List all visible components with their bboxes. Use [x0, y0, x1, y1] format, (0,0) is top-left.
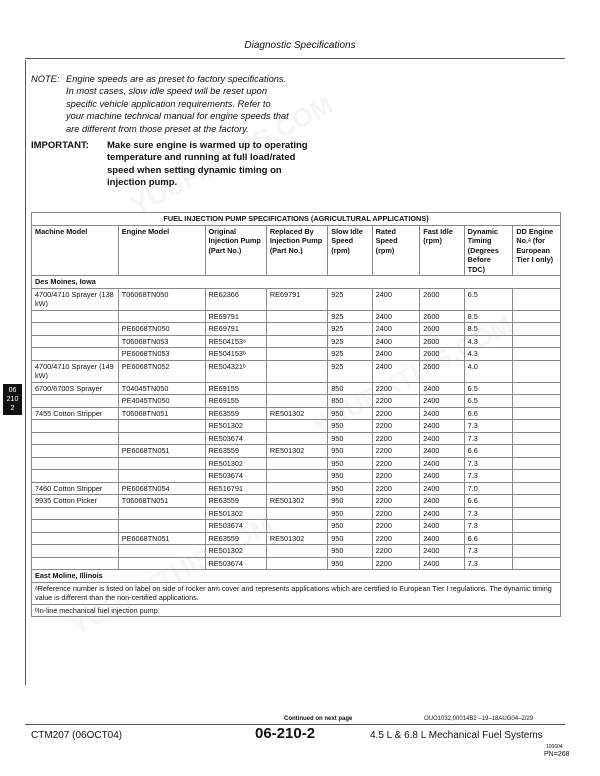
table-cell: 950 [328, 407, 372, 420]
table-cell: 4.3 [464, 348, 513, 361]
table-cell [32, 470, 119, 483]
table-cell: 2400 [420, 532, 464, 545]
table-row [32, 545, 561, 558]
table-cell: 2600 [420, 335, 464, 348]
table-cell: T06068TN051 [118, 495, 205, 508]
table-cell: 925 [328, 348, 372, 361]
table-cell: 950 [328, 420, 372, 433]
table-cell: 950 [328, 545, 372, 558]
table-cell: 6.5 [464, 395, 513, 408]
table-cell [513, 495, 561, 508]
table-cell: 6.5 [464, 382, 513, 395]
table-row [32, 382, 561, 395]
table-cell: 8.5 [464, 323, 513, 336]
table-cell: 4.3 [464, 335, 513, 348]
table-cell: 950 [328, 495, 372, 508]
table-row [32, 420, 561, 433]
table-cell [32, 310, 119, 323]
table-cell [266, 395, 327, 408]
table-row [32, 395, 561, 408]
table-cell [266, 432, 327, 445]
table-cell [32, 395, 119, 408]
table-cell [32, 323, 119, 336]
table-cell: PE4045TN050 [118, 395, 205, 408]
table-cell: 2400 [420, 482, 464, 495]
table-cell: RE63559 [205, 532, 266, 545]
table-cell: RE516791 [205, 482, 266, 495]
table-cell: 2400 [420, 457, 464, 470]
table-cell: 2200 [372, 382, 420, 395]
table-cell: 6.6 [464, 532, 513, 545]
table-cell: 950 [328, 457, 372, 470]
table-cell: RE69155 [205, 395, 266, 408]
table-cell: 2400 [420, 382, 464, 395]
table-cell: 950 [328, 520, 372, 533]
table-cell [266, 360, 327, 382]
date-code: 100604 [546, 744, 563, 750]
table-cell: 7.3 [464, 470, 513, 483]
table-cell: 6.6 [464, 495, 513, 508]
table-cell: 2400 [420, 445, 464, 458]
table-row [32, 360, 561, 382]
table-cell: T04045TN050 [118, 382, 205, 395]
section-heading: East Moline, Illinois [32, 570, 561, 583]
table-cell [266, 335, 327, 348]
column-header: Dynamic Timing (Degrees Before TDC) [464, 225, 513, 276]
table-cell: RE503674 [205, 520, 266, 533]
table-cell [513, 545, 561, 558]
table-cell: 2400 [372, 310, 420, 323]
table-cell: 2400 [420, 507, 464, 520]
table-cell: RE501302 [266, 532, 327, 545]
table-cell: RE501302 [205, 545, 266, 558]
table-cell: 6.5 [464, 288, 513, 310]
fuel-injection-pump-spec-table [31, 212, 561, 617]
footnote-a: ᵃReference number is listed on label on side of rocker arm cover and represents applications which are certified to European Tier I regulations. The dynamic timing value is different than the non-certified applications. [32, 582, 561, 604]
column-header: Rated Speed (rpm) [372, 225, 420, 276]
table-cell: RE501302 [266, 495, 327, 508]
table-cell [266, 507, 327, 520]
table-cell [32, 532, 119, 545]
table-cell: 2200 [372, 557, 420, 570]
table-cell: 2400 [420, 545, 464, 558]
table-cell: 2400 [372, 348, 420, 361]
table-row [32, 288, 561, 310]
table-cell: 7.3 [464, 520, 513, 533]
table-cell: 925 [328, 288, 372, 310]
table-cell: 2600 [420, 323, 464, 336]
table-cell [513, 407, 561, 420]
table-cell [32, 445, 119, 458]
side-tab-line: 210 [6, 396, 19, 403]
table-cell: 7.3 [464, 432, 513, 445]
table-cell: RE504153ᵃ [205, 335, 266, 348]
table-header-row [32, 225, 561, 276]
table-cell: 950 [328, 470, 372, 483]
table-cell [513, 520, 561, 533]
table-cell: 7.0 [464, 482, 513, 495]
table-cell [513, 507, 561, 520]
table-cell: 2400 [420, 420, 464, 433]
table-cell: PE6068TN054 [118, 482, 205, 495]
table-row [32, 323, 561, 336]
table-cell: 925 [328, 310, 372, 323]
table-cell [266, 348, 327, 361]
table-cell: 7.3 [464, 557, 513, 570]
table-cell: 7.3 [464, 507, 513, 520]
table-cell [32, 420, 119, 433]
table-cell [118, 457, 205, 470]
table-cell [513, 457, 561, 470]
table-cell: 2200 [372, 407, 420, 420]
table-cell: 9935 Cotton Picker [32, 495, 119, 508]
table-cell: 2200 [372, 432, 420, 445]
table-cell: 2200 [372, 445, 420, 458]
important-label: IMPORTANT: [31, 140, 89, 152]
table-cell: 850 [328, 395, 372, 408]
table-cell: T06068TN053 [118, 335, 205, 348]
table-row [32, 407, 561, 420]
table-cell: 950 [328, 557, 372, 570]
table-cell [32, 348, 119, 361]
table-cell [513, 348, 561, 361]
table-row [32, 348, 561, 361]
column-header: Replaced By Injection Pump (Part No.) [266, 225, 327, 276]
table-cell: 6700/6700S Sprayer [32, 382, 119, 395]
table-cell: 6.6 [464, 445, 513, 458]
column-header: Original Injection Pump (Part No.) [205, 225, 266, 276]
table-cell [118, 507, 205, 520]
table-cell: RE503674 [205, 470, 266, 483]
section-side-tab [3, 384, 22, 415]
table-cell: RE69791 [205, 323, 266, 336]
table-cell: 2200 [372, 420, 420, 433]
table-cell [32, 520, 119, 533]
table-cell: RE504153ᵇ [205, 348, 266, 361]
table-row [32, 507, 561, 520]
column-header: Slow Idle Speed (rpm) [328, 225, 372, 276]
side-tab-line: 06 [8, 387, 17, 394]
table-cell: RE63559 [205, 495, 266, 508]
table-cell: PE6068TN051 [118, 532, 205, 545]
table-cell: 925 [328, 335, 372, 348]
table-cell [32, 457, 119, 470]
table-cell [513, 470, 561, 483]
table-cell: 2400 [372, 360, 420, 382]
table-row [32, 470, 561, 483]
table-cell: 8.5 [464, 310, 513, 323]
main-content [31, 73, 561, 190]
table-cell [513, 335, 561, 348]
note-block [31, 73, 561, 135]
table-cell: RE63559 [205, 445, 266, 458]
section-title: 4.5 L & 6.8 L Mechanical Fuel Systems [370, 730, 543, 741]
table-cell: RE69791 [205, 310, 266, 323]
table-row [32, 495, 561, 508]
table-caption: FUEL INJECTION PUMP SPECIFICATIONS (AGRICULTURAL APPLICATIONS) [32, 213, 561, 226]
table-cell [513, 482, 561, 495]
table-cell [118, 557, 205, 570]
table-cell: RE503674 [205, 432, 266, 445]
table-cell: 925 [328, 323, 372, 336]
table-cell: PE6068TN052 [118, 360, 205, 382]
table-cell: RE63559 [205, 407, 266, 420]
table-cell: 2400 [420, 495, 464, 508]
table-cell [118, 420, 205, 433]
table-cell: PE6068TN050 [118, 323, 205, 336]
table-cell [266, 557, 327, 570]
table-cell: PE6068TN051 [118, 445, 205, 458]
table-cell: 2200 [372, 520, 420, 533]
table-cell [118, 545, 205, 558]
table-body [32, 276, 561, 570]
table-cell [513, 382, 561, 395]
table-cell: PE6068TN053 [118, 348, 205, 361]
table-cell: RE69155 [205, 382, 266, 395]
table-cell: 2200 [372, 457, 420, 470]
table-cell: RE501302 [205, 420, 266, 433]
table-cell: 925 [328, 360, 372, 382]
table-cell [118, 432, 205, 445]
table-cell [32, 432, 119, 445]
table-cell: RE501302 [266, 445, 327, 458]
table-cell [32, 545, 119, 558]
table-cell: RE501302 [205, 457, 266, 470]
table-cell: 2400 [420, 557, 464, 570]
table-cell: 2200 [372, 507, 420, 520]
table-cell: 2600 [420, 360, 464, 382]
table-cell [266, 470, 327, 483]
table-cell [118, 470, 205, 483]
pn-number: PN=268 [544, 751, 570, 758]
table-row [32, 457, 561, 470]
table-cell: 950 [328, 507, 372, 520]
document-id: CTM207 (06OCT04) [31, 730, 123, 741]
table-row [32, 520, 561, 533]
table-cell: 2400 [372, 323, 420, 336]
table-cell: 7455 Cotton Stripper [32, 407, 119, 420]
table-cell: 2600 [420, 310, 464, 323]
header-rule [25, 58, 565, 59]
table-cell [266, 420, 327, 433]
side-tab-line: 2 [10, 405, 15, 412]
important-text: Make sure engine is warmed up to operating temperature and running at full load/rated speed when setting dynamic timing on injection pump. [107, 140, 308, 189]
table-cell: RE501302 [266, 407, 327, 420]
column-header: DD Engine No.ᵃ (for European Tier I only) [513, 225, 561, 276]
page-number: 06-210-2 [255, 725, 316, 742]
table-cell: 950 [328, 445, 372, 458]
table-cell: 850 [328, 382, 372, 395]
table-cell [513, 445, 561, 458]
table-cell: 6.6 [464, 407, 513, 420]
table-cell [513, 395, 561, 408]
continued-note: Continued on next page [284, 716, 353, 722]
table-cell [32, 507, 119, 520]
table-cell: RE503674 [205, 557, 266, 570]
table-cell: 2400 [372, 288, 420, 310]
table-row [32, 432, 561, 445]
table-cell [513, 323, 561, 336]
table-cell: 7.3 [464, 545, 513, 558]
column-header: Fast Idle (rpm) [420, 225, 464, 276]
table-cell: 7.3 [464, 457, 513, 470]
table-cell: T06068TN050 [118, 288, 205, 310]
table-cell [513, 532, 561, 545]
column-header: Machine Model [32, 225, 119, 276]
table-cell [266, 457, 327, 470]
reference-code: OUO1032,00014B2 –19–18AUG04–2/29 [424, 716, 534, 722]
table-cell: 950 [328, 432, 372, 445]
table-cell: 950 [328, 532, 372, 545]
table-cell: 4700/4710 Sprayer (138 kW) [32, 288, 119, 310]
table-cell [118, 310, 205, 323]
note-text: Engine speeds are as preset to factory specifications. In most cases, slow idle speed will be reset upon specific vehicle application requirements. Refer to your machine technical manual for engine speeds that are different from those preset at the factory. [66, 74, 289, 134]
table-cell [266, 310, 327, 323]
table-cell [513, 557, 561, 570]
left-margin-rule [25, 60, 26, 685]
page-header-title: Diagnostic Specifications [244, 40, 356, 51]
table-row [32, 310, 561, 323]
table-row [32, 482, 561, 495]
table-cell [513, 432, 561, 445]
table-row [32, 557, 561, 570]
table-cell: 2400 [372, 335, 420, 348]
table-cell: 2200 [372, 395, 420, 408]
table-cell: 7.3 [464, 420, 513, 433]
table-cell [513, 360, 561, 382]
table-row [32, 335, 561, 348]
table-cell: 2400 [420, 432, 464, 445]
table-cell: 4.0 [464, 360, 513, 382]
table-cell: 2200 [372, 545, 420, 558]
table-cell [32, 557, 119, 570]
table-cell [513, 310, 561, 323]
table-cell: RE504321ᵇ [205, 360, 266, 382]
table-cell: 7460 Cotton Stripper [32, 482, 119, 495]
table-cell: 2400 [420, 407, 464, 420]
table-cell: 2200 [372, 482, 420, 495]
table-row [32, 445, 561, 458]
table-row [32, 532, 561, 545]
table-cell [266, 382, 327, 395]
table-cell [266, 323, 327, 336]
table-cell: 2200 [372, 470, 420, 483]
table-cell: RE62366 [205, 288, 266, 310]
important-block [31, 140, 561, 190]
table-cell: 950 [328, 482, 372, 495]
table-cell: 2600 [420, 348, 464, 361]
table-cell [118, 520, 205, 533]
table-cell: 2400 [420, 470, 464, 483]
table-cell: RE501302 [205, 507, 266, 520]
table-cell [513, 288, 561, 310]
note-label: NOTE: [31, 74, 60, 84]
table-cell: RE69791 [266, 288, 327, 310]
table-cell: 2400 [420, 395, 464, 408]
table-cell: 2400 [420, 520, 464, 533]
table-cell: 2600 [420, 288, 464, 310]
table-cell: T06068TN051 [118, 407, 205, 420]
table-cell [32, 335, 119, 348]
table-cell: 2200 [372, 532, 420, 545]
column-header: Engine Model [118, 225, 205, 276]
table-cell [266, 482, 327, 495]
footnote-b: ᵇIn-line mechanical fuel injection pump. [32, 604, 561, 617]
table-cell [266, 520, 327, 533]
section-heading: Des Moines, Iowa [32, 276, 561, 289]
table-cell: 2200 [372, 495, 420, 508]
table-cell: 4700/4710 Sprayer (149 kW) [32, 360, 119, 382]
table-cell [266, 545, 327, 558]
table-cell [513, 420, 561, 433]
